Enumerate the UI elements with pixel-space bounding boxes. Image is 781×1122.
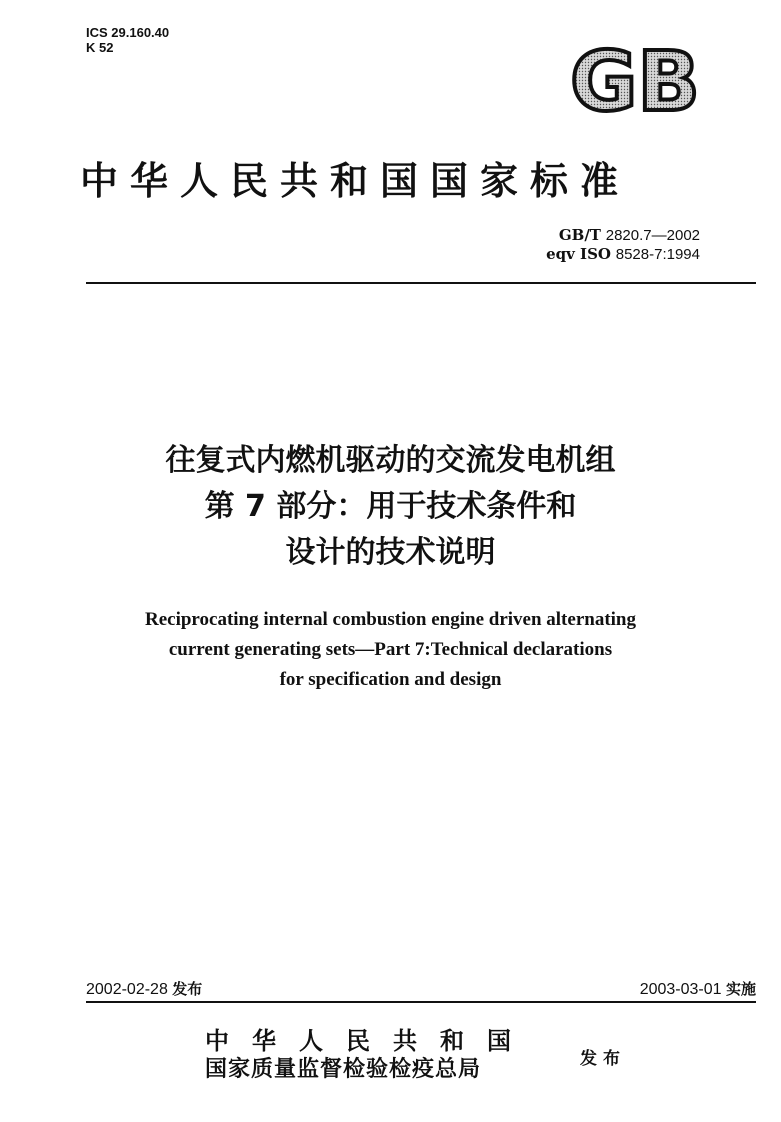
national-standard-title: 中华人民共和国国家标准 <box>80 158 631 203</box>
top-divider <box>86 282 756 284</box>
english-title-line: for specification and design <box>279 669 502 690</box>
issuer-country: 中华人民共和国 <box>205 1026 534 1055</box>
issuing-authorities <box>205 1027 534 1083</box>
standard-codes <box>480 226 700 264</box>
gb-logo <box>560 40 710 120</box>
publish-label: 发布 <box>580 1049 626 1069</box>
english-title-line: Reciprocating internal combustion engine driven alternating <box>145 609 636 630</box>
english-title-line: current generating sets—Part 7:Technical declarations <box>168 639 613 660</box>
chinese-title-line: 第 7 部分：用于技术条件和 <box>204 489 577 524</box>
issuer-agency: 国家质量监督检验检疫总局 <box>205 1056 482 1082</box>
standard-number: GB/T 2820.7—2002 <box>558 226 700 244</box>
ics-code: ICS 29.160.40 <box>86 25 170 40</box>
chinese-title-line: 往复式内燃机驱动的交流发电机组 <box>165 443 616 478</box>
english-title <box>0 605 781 695</box>
svg-text:GB: GB <box>570 40 700 120</box>
effective-date: 2003-03-01 实施 <box>639 980 756 998</box>
equivalent-standard: eqv ISO 8528-7:1994 <box>546 245 700 263</box>
issue-date: 2002-02-28 发布 <box>86 980 203 998</box>
class-code: K 52 <box>86 40 114 55</box>
chinese-title-line: 设计的技术说明 <box>285 535 496 570</box>
chinese-title <box>0 438 781 576</box>
classification-codes <box>86 25 169 55</box>
bottom-divider <box>86 1001 756 1003</box>
